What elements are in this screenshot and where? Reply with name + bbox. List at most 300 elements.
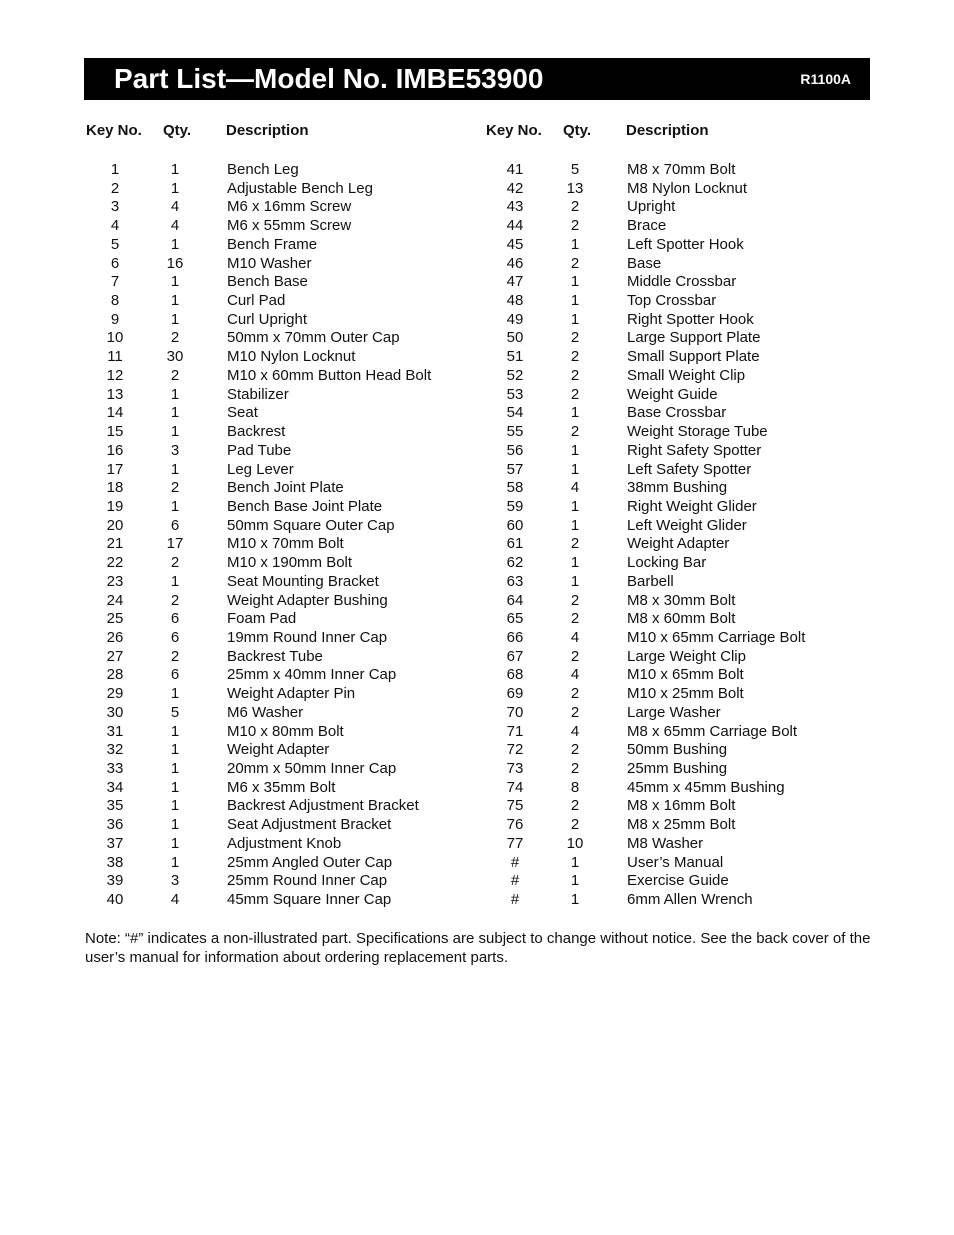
table-row: [84, 741, 474, 760]
part-description: 45mm Square Inner Cap: [227, 891, 392, 909]
table-row: [84, 891, 474, 910]
part-key-no: 54: [506, 404, 524, 422]
part-key-no: 53: [506, 385, 524, 403]
table-row: [484, 367, 874, 386]
parts-rows-left: [84, 161, 474, 910]
part-key-no: 73: [506, 760, 524, 777]
part-qty: 5: [570, 161, 580, 178]
table-row: [84, 161, 474, 180]
part-key-no: 69: [506, 685, 524, 703]
part-key-no: 22: [106, 554, 124, 572]
table-row: [484, 161, 874, 180]
part-description: Curl Upright: [227, 310, 308, 328]
part-description: M6 x 16mm Screw: [227, 198, 352, 216]
part-key-no: 38: [106, 853, 124, 871]
part-description: Weight Adapter: [627, 535, 730, 553]
part-key-no: 26: [106, 628, 124, 646]
part-key-no: 71: [506, 722, 524, 740]
part-description: Bench Frame: [227, 235, 318, 253]
part-key-no: 31: [106, 722, 124, 740]
part-description: Bench Leg: [227, 161, 299, 178]
part-qty: 2: [170, 366, 180, 384]
table-row: [84, 517, 474, 536]
table-row: [484, 648, 874, 667]
part-qty: 1: [570, 441, 580, 459]
part-qty: 30: [166, 348, 184, 366]
part-key-no: 6: [110, 254, 120, 272]
part-key-no: 8: [110, 292, 120, 310]
part-qty: 2: [570, 385, 580, 403]
table-row: [484, 348, 874, 367]
part-key-no: 2: [110, 179, 120, 197]
part-key-no: 37: [106, 834, 124, 852]
part-key-no: 66: [506, 628, 524, 646]
part-qty: 4: [570, 628, 580, 646]
part-description: M10 x 25mm Bolt: [627, 685, 744, 703]
part-key-no: 46: [506, 254, 524, 272]
table-row: [484, 404, 874, 423]
part-qty: 1: [170, 404, 180, 422]
part-description: M10 x 60mm Button Head Bolt: [227, 366, 432, 384]
part-key-no: 42: [506, 179, 524, 197]
part-key-no: 33: [106, 760, 124, 777]
part-qty: 8: [570, 778, 580, 796]
part-key-no: 63: [506, 572, 524, 590]
table-row: [84, 236, 474, 255]
part-description: Small Support Plate: [627, 348, 760, 366]
table-row: [484, 554, 874, 573]
part-qty: 1: [170, 161, 180, 178]
table-row: [484, 386, 874, 405]
part-qty: 1: [570, 516, 580, 534]
part-qty: 1: [170, 235, 180, 253]
table-row: [84, 554, 474, 573]
part-qty: 1: [570, 853, 580, 871]
part-key-no: 44: [506, 217, 524, 235]
part-description: Bench Base: [227, 273, 308, 291]
part-key-no: 70: [506, 703, 524, 721]
part-description: Backrest Tube: [227, 647, 323, 665]
part-key-no: 43: [506, 198, 524, 216]
part-description: Exercise Guide: [627, 872, 729, 890]
part-key-no: 64: [506, 591, 524, 609]
part-qty: 1: [170, 816, 180, 834]
part-qty: 1: [170, 834, 180, 852]
part-key-no: 74: [506, 778, 524, 796]
part-qty: 1: [570, 460, 580, 478]
part-key-no: 5: [110, 235, 120, 253]
table-row: [484, 198, 874, 217]
part-qty: 2: [170, 329, 180, 347]
table-row: [84, 273, 474, 292]
part-key-no: 48: [506, 292, 524, 310]
part-description: 6mm Allen Wrench: [627, 891, 753, 909]
part-qty: 2: [570, 797, 580, 815]
part-description: Pad Tube: [227, 441, 292, 459]
part-description: Weight Adapter Pin: [227, 685, 356, 703]
table-row: [484, 311, 874, 330]
part-key-no: 4: [110, 217, 120, 235]
part-qty: 1: [170, 292, 180, 310]
part-description: Brace: [627, 217, 667, 235]
table-row: [84, 610, 474, 629]
table-row: [484, 779, 874, 798]
part-qty: 2: [570, 217, 580, 235]
part-qty: 1: [170, 853, 180, 871]
part-description: 25mm Angled Outer Cap: [227, 853, 393, 871]
part-qty: 1: [170, 722, 180, 740]
page-title: Part List—Model No. IMBE53900: [114, 63, 544, 94]
part-qty: 2: [170, 647, 180, 665]
part-qty: 4: [170, 198, 180, 216]
table-row: [84, 835, 474, 854]
part-qty: 1: [570, 554, 580, 572]
table-row: [484, 760, 874, 779]
part-key-no: 59: [506, 497, 524, 515]
part-description: Seat: [227, 404, 258, 422]
part-description: Base: [627, 254, 662, 272]
part-key-no: 12: [106, 366, 124, 384]
part-qty: 2: [570, 329, 580, 347]
part-key-no: 39: [106, 872, 124, 890]
part-qty: 4: [570, 722, 580, 740]
table-row: [484, 236, 874, 255]
table-row: [484, 535, 874, 554]
table-row: [484, 685, 874, 704]
part-qty: 2: [570, 198, 580, 216]
table-row: [84, 461, 474, 480]
table-header: [84, 120, 474, 142]
table-row: [84, 404, 474, 423]
header-key-no: Key No.: [486, 122, 542, 139]
part-qty: 6: [170, 666, 180, 684]
part-description: Large Washer: [627, 703, 721, 721]
part-description: 19mm Round Inner Cap: [227, 628, 388, 646]
part-description: M8 Washer: [627, 834, 704, 852]
part-qty: 1: [570, 572, 580, 590]
part-key-no: 18: [106, 479, 124, 497]
part-key-no: 32: [106, 741, 124, 759]
header-description: Description: [226, 122, 309, 139]
part-description: Weight Adapter: [227, 741, 330, 759]
part-description: Base Crossbar: [627, 404, 727, 422]
table-row: [484, 217, 874, 236]
part-key-no: 76: [506, 816, 524, 834]
part-description: M10 x 190mm Bolt: [227, 554, 353, 572]
table-row: [484, 629, 874, 648]
part-description: M8 x 70mm Bolt: [627, 161, 736, 178]
part-qty: 1: [170, 273, 180, 291]
table-row: [484, 666, 874, 685]
table-row: [484, 891, 874, 910]
parts-table-right: [484, 120, 874, 909]
part-key-no: 14: [106, 404, 124, 422]
part-key-no: 60: [506, 516, 524, 534]
part-key-no: 45: [506, 235, 524, 253]
part-qty: 17: [166, 535, 184, 553]
part-qty: 2: [170, 591, 180, 609]
part-qty: 4: [570, 666, 580, 684]
table-row: [84, 816, 474, 835]
part-qty: 1: [170, 385, 180, 403]
part-qty: 1: [170, 797, 180, 815]
part-qty: 2: [570, 254, 580, 272]
part-key-no: 7: [110, 273, 120, 291]
part-description: 50mm x 70mm Outer Cap: [227, 329, 400, 347]
table-row: [84, 329, 474, 348]
part-description: 25mm Round Inner Cap: [227, 872, 388, 890]
part-key-no: 50: [506, 329, 524, 347]
part-qty: 4: [170, 217, 180, 235]
table-row: [484, 573, 874, 592]
part-description: Right Spotter Hook: [627, 310, 754, 328]
part-key-no: 58: [506, 479, 524, 497]
table-row: [484, 442, 874, 461]
part-description: Barbell: [627, 572, 674, 590]
table-row: [84, 423, 474, 442]
table-row: [84, 648, 474, 667]
table-row: [484, 180, 874, 199]
table-row: [484, 255, 874, 274]
part-qty: 4: [570, 479, 580, 497]
part-description: Weight Adapter Bushing: [227, 591, 388, 609]
part-key-no: 56: [506, 441, 524, 459]
table-row: [484, 273, 874, 292]
table-row: [84, 760, 474, 779]
table-row: [84, 386, 474, 405]
part-qty: 2: [170, 479, 180, 497]
table-row: [84, 311, 474, 330]
part-key-no: 19: [106, 497, 124, 515]
part-key-no: #: [510, 872, 520, 890]
part-qty: 2: [570, 423, 580, 441]
part-qty: 1: [170, 310, 180, 328]
part-description: Top Crossbar: [627, 292, 717, 310]
part-description: M10 Washer: [227, 254, 312, 272]
part-qty: 16: [166, 254, 184, 272]
header-qty: Qty.: [163, 122, 192, 139]
part-qty: 1: [170, 572, 180, 590]
part-description: Seat Mounting Bracket: [227, 572, 379, 590]
part-key-no: 51: [506, 348, 524, 366]
table-row: [484, 461, 874, 480]
part-qty: 2: [570, 816, 580, 834]
part-description: M8 x 65mm Carriage Bolt: [627, 722, 798, 740]
table-row: [84, 797, 474, 816]
part-key-no: 77: [506, 834, 524, 852]
part-description: Right Weight Glider: [627, 497, 757, 515]
part-qty: 1: [570, 235, 580, 253]
part-description: M10 x 65mm Carriage Bolt: [627, 628, 806, 646]
table-row: [484, 423, 874, 442]
table-row: [484, 704, 874, 723]
part-key-no: 40: [106, 891, 124, 909]
part-key-no: 28: [106, 666, 124, 684]
table-row: [84, 854, 474, 873]
part-qty: 1: [170, 423, 180, 441]
table-row: [484, 592, 874, 611]
table-row: [84, 292, 474, 311]
part-description: 20mm x 50mm Inner Cap: [227, 760, 397, 777]
parts-table-left: [84, 120, 474, 909]
part-qty: 3: [170, 441, 180, 459]
part-key-no: 49: [506, 310, 524, 328]
part-description: M10 Nylon Locknut: [227, 348, 356, 366]
table-row: [484, 835, 874, 854]
part-qty: 2: [570, 535, 580, 553]
table-row: [84, 685, 474, 704]
part-qty: 2: [570, 760, 580, 777]
part-key-no: 34: [106, 778, 124, 796]
part-description: 50mm Square Outer Cap: [227, 516, 395, 534]
part-description: Large Support Plate: [627, 329, 761, 347]
table-row: [84, 872, 474, 891]
part-description: Bench Joint Plate: [227, 479, 344, 497]
table-row: [84, 442, 474, 461]
part-key-no: 30: [106, 703, 124, 721]
part-key-no: 13: [106, 385, 124, 403]
part-key-no: 25: [106, 610, 124, 628]
part-qty: 1: [170, 460, 180, 478]
part-qty: 3: [170, 872, 180, 890]
part-description: M10 x 65mm Bolt: [627, 666, 744, 684]
part-key-no: 57: [506, 460, 524, 478]
table-row: [484, 329, 874, 348]
part-key-no: 3: [110, 198, 120, 216]
part-key-no: 20: [106, 516, 124, 534]
header-qty: Qty.: [563, 122, 592, 139]
part-description: Weight Storage Tube: [627, 423, 768, 441]
table-row: [84, 367, 474, 386]
part-qty: 2: [570, 348, 580, 366]
table-row: [84, 704, 474, 723]
parts-rows-right: [484, 161, 874, 910]
part-key-no: 65: [506, 610, 524, 628]
part-key-no: 16: [106, 441, 124, 459]
part-description: M8 x 25mm Bolt: [627, 816, 736, 834]
part-key-no: 68: [506, 666, 524, 684]
table-row: [484, 797, 874, 816]
part-qty: 6: [170, 628, 180, 646]
part-qty: 4: [170, 891, 180, 909]
part-qty: 6: [170, 516, 180, 534]
part-qty: 1: [570, 891, 580, 909]
table-row: [484, 292, 874, 311]
table-row: [84, 779, 474, 798]
part-key-no: 75: [506, 797, 524, 815]
part-key-no: 62: [506, 554, 524, 572]
part-description: Foam Pad: [227, 610, 297, 628]
table-row: [484, 854, 874, 873]
part-description: Small Weight Clip: [627, 366, 746, 384]
part-qty: 1: [170, 179, 180, 197]
header-description: Description: [626, 122, 709, 139]
table-row: [84, 479, 474, 498]
part-description: Leg Lever: [227, 460, 294, 478]
part-key-no: 35: [106, 797, 124, 815]
table-row: [84, 180, 474, 199]
table-row: [484, 816, 874, 835]
part-qty: 2: [570, 647, 580, 665]
part-qty: 2: [570, 685, 580, 703]
part-description: Upright: [627, 198, 676, 216]
part-qty: 2: [170, 554, 180, 572]
part-key-no: 21: [106, 535, 124, 553]
part-qty: 1: [170, 760, 180, 777]
part-description: Left Weight Glider: [627, 516, 747, 534]
part-qty: 1: [570, 872, 580, 890]
part-description: Left Spotter Hook: [627, 235, 744, 253]
part-qty: 5: [170, 703, 180, 721]
table-row: [84, 535, 474, 554]
part-description: M8 x 16mm Bolt: [627, 797, 736, 815]
part-qty: 1: [170, 741, 180, 759]
part-key-no: 27: [106, 647, 124, 665]
part-description: Seat Adjustment Bracket: [227, 816, 392, 834]
footnote: Note: “#” indicates a non-illustrated part. Specifications are subject to change without notice. See the back cover of the user’s manual for information about ordering replacement parts.: [85, 930, 871, 966]
part-qty: 1: [570, 404, 580, 422]
part-description: Locking Bar: [627, 554, 707, 572]
part-key-no: 55: [506, 423, 524, 441]
part-qty: 1: [570, 273, 580, 291]
part-qty: 2: [570, 610, 580, 628]
part-qty: 1: [170, 685, 180, 703]
table-row: [484, 479, 874, 498]
part-qty: 2: [570, 703, 580, 721]
header-key-no: Key No.: [86, 122, 142, 139]
part-description: 38mm Bushing: [627, 479, 728, 497]
table-row: [84, 723, 474, 742]
part-description: Large Weight Clip: [627, 647, 746, 665]
part-description: 50mm Bushing: [627, 741, 728, 759]
part-qty: 2: [570, 591, 580, 609]
part-qty: 13: [566, 179, 584, 197]
table-row: [484, 498, 874, 517]
part-key-no: 15: [106, 423, 124, 441]
part-qty: 2: [570, 741, 580, 759]
table-row: [84, 498, 474, 517]
part-description: 25mm Bushing: [627, 760, 728, 777]
part-key-no: 11: [107, 348, 123, 366]
part-qty: 6: [170, 610, 180, 628]
part-key-no: #: [510, 891, 520, 909]
part-description: M6 x 55mm Screw: [227, 217, 352, 235]
part-key-no: 52: [506, 366, 524, 384]
table-row: [84, 217, 474, 236]
table-header: [484, 120, 874, 142]
part-description: M10 x 70mm Bolt: [227, 535, 344, 553]
part-description: 25mm x 40mm Inner Cap: [227, 666, 397, 684]
part-key-no: 29: [106, 685, 124, 703]
part-key-no: 61: [506, 535, 524, 553]
part-key-no: 17: [106, 460, 124, 478]
part-description: Left Safety Spotter: [627, 460, 752, 478]
part-qty: 1: [170, 778, 180, 796]
title-bar: [84, 58, 870, 100]
part-qty: 1: [170, 497, 180, 515]
table-row: [484, 723, 874, 742]
part-description: User’s Manual: [627, 853, 724, 871]
part-description: Middle Crossbar: [627, 273, 737, 291]
part-key-no: 72: [506, 741, 524, 759]
part-description: Stabilizer: [227, 385, 289, 403]
part-key-no: 36: [106, 816, 124, 834]
table-row: [484, 741, 874, 760]
document-code: R1100A: [800, 71, 851, 87]
part-key-no: 9: [110, 310, 120, 328]
part-key-no: #: [510, 853, 520, 871]
table-row: [484, 610, 874, 629]
